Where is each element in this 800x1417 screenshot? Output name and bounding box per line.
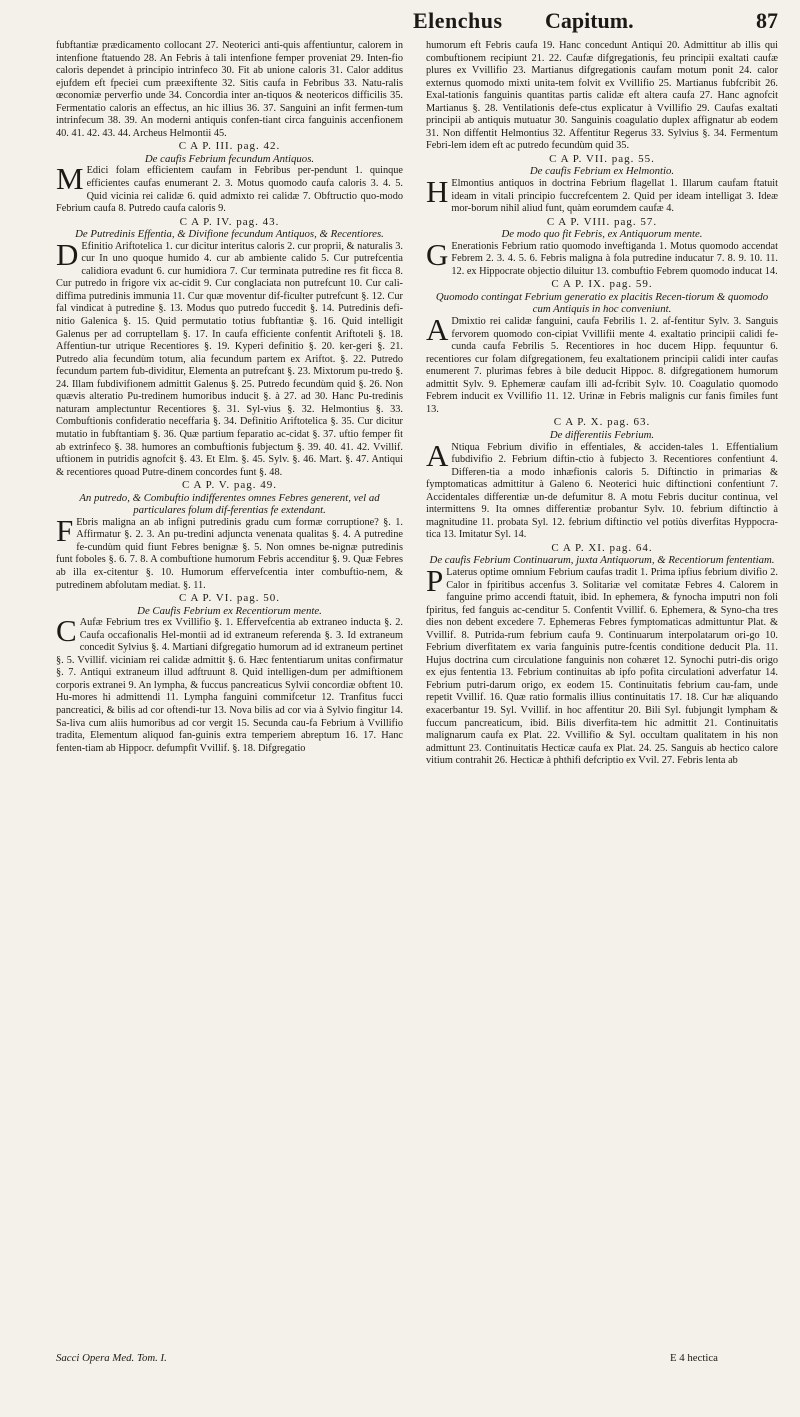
chapter-body-11 [426,562,778,768]
chapter-heading-8: C A P. VIII. pag. 57. [546,215,658,228]
chapter-text-3: Edici folam efficientem caufam in Febribus per-pendunt 1. quinque efficientes caufas enumerant 2. 3. Motus quomodo caufa caloris 3. 4. 5. Quid vicinia rei calidæ 6. quid admixto rei calidæ 7. Obftructio quo-modo Febrium caufa 8. Putredo caufa caloris 9. [56,165,403,215]
chapter-text-10: Ntiqua Febrium divifio in effentiales, & acciden-tales 1. Effentialium fubdivifio 2. Febrium diftin-ctio à fubjecto 3. Recentiores confentiunt 4. Differen-tia a modo inhæfionis caloris 5. Diftinctio in primarias & fymptomaticas admittitur à Galeno 6. Neoterici huic diftinctioni confentiunt 7. Accidentales differentiæ un-de defumitur 8. A motu Febris ducitur continua, vel intermittens 9. Ita omnes differentiæ probantur Sylv. 10. febrium diftinctio à magnitudine 11. probata Syl. 12. febrium diftinctio vel potiùs diverfitas Hyppocra-tica 13. Imitatur Syl. 14. [426,441,778,541]
chapter-text-4: Efinitio Ariftotelica 1. cur dicitur interitus caloris 2. cur proprii, & naturalis 3. cur In uno quoque humido 4. cur ab ambiente calido 5. Cur putrefcentia calidiora evadunt 6. cur humidiora 7. Cur terminata putredine res fit ficca 8. Cur putredo in frigore vix ac-cidit 9. Cur conglaciata non putrefcunt 10. Cur cali-diffima putredinis immunia 11. Cur quæ moventur dif-ficulter putrefcunt §. 12. Cur fal vindicat à putredine §. 13. Modus quo putredo fuccedit §. 14. Putredinis defi-nitio Galenica §. 15. Quid permutatio totius fubftantiæ §. 16. Quid intelligit Galenus per ad corruptellam §. 17. In caufa efficiente confentit Ariftoteli §. 18. Affentiun-tur utrique Recentiores §. 19. Kyperi definitio §. 20. ker-geri §. 21. Putredo alia fecundùm totum, alia fecundum partem ex Ariftot. §. 22. Putredo fecundum partem fub-dividitur, Elementa an putrefcant §. 23. Mixtorum pu-tredo §. 24. Illam fubdivifionem admittit Galenus §. 25. Putredo fecundùm quid §. 26. Non quævis alteratio Pu-tredinem humoribus inducit §. à 27. ad 30. Hanc Pu-tredinis naturam amplectuntur Recentiores §. 31. Syl-vius §. 32. Helmontius §. 33. Combuftionis confideratio neceffaria §. 34. Definitio Ariftotelica §. 35. Cur dicitur mutatio in fubftantiam §. 36. Quæ partium feparatio ac-cidat §. 37. uftio femper fit ab extrinfeco §. 38. humores an combuftionis fubjectum §. 39. 40. 41. 42. Vvillif. uftionem in putridis agnofcit §. 43. Et Elm. §. 45. Sylv. §. 46. Mart. §. 47. Antiqui & recentiores quoad Putre-dinem concordes funt §. 48. [56,240,403,478]
drop-cap: H [426,174,449,210]
page-number: 87 [756,8,778,33]
right-intro-paragraph: humorum eft Febris caufa 19. Hanc concedunt Antiqui 20. Admittitur ab illis qui combuftionem recipiunt 21. 22. Caufæ difgregationis, feu principii exaltati caufæ plures ex Vvillifio 23. Martianus difgregationis caufam motum ponit 24. calor externus quomodo mixti unita-tem folvit ex Vvillifio 25. Martianus fubfcribit 26. Exal-tationis fanguinis quantitas partis calidæ eft altera caufa 27. Hanc agnofcit Martianus §. 28. Ventilationis defe-ctus explicatur à Vvillifio 29. Caufas exaltati principii ab antiquis mutuatur 30. Sanguinis coagulatio duplex affignatur ab eodem 31. Non diffentit Helmontius 32. Affentitur Regerus 33. Sylvius §. 34. Fermentum Febri-lem idem eft ac putredo fecundùm quid 35. [426,40,778,152]
chapter-body-6 [56,613,403,755]
signature-mark: E 4 hectica [670,1352,718,1364]
chapter-body-4 [56,236,403,479]
drop-cap: F [56,512,74,548]
chapter-text-8: Enerationis Febrium ratio quomodo inveftiganda 1. Motus quomodo accendat Febrem 2. 3. 4. 5. 6. Febris maligna à fola putredine inducatur 7. 8. 9. 10. 11. 12. ex Hippocrate objectio diluitur 13. combuftio Febrem quomodo inducat 14. [451,240,778,277]
chapter-heading-10: C A P. X. pag. 63. [553,416,651,429]
chapter-text-7: Elmontius antiquos in doctrina Febrium flagellat 1. Illarum caufam ftatuit ideam in vitali principio fuccrefcentem 2. Quid per ideam intelligat 3. Ideæ mor-borum nihil aliud funt, quàm eorumdem caufæ 4. [451,178,778,215]
header-right-title: Capitum. [545,8,634,33]
chapter-heading-9: C A P. IX. pag. 59. [551,278,653,291]
chapter-body-7 [426,174,778,216]
chapter-title-9: Quomodo contingat Febrium generatio ex placitis Recen-tiorum & quomodo cum Antiquis in hoc conveniunt. [435,290,769,316]
chapter-body-9 [426,312,778,416]
chapter-body-3 [56,161,403,215]
chapter-heading-11: C A P. XI. pag. 64. [551,541,653,554]
chapter-heading-6: C A P. VI. pag. 50. [178,592,280,605]
drop-cap: M [56,161,84,197]
footer-title: Sacci Opera Med. Tom. I. [56,1352,167,1364]
left-column [56,40,403,1385]
drop-cap: P [426,562,444,598]
chapter-title-7: De caufis Febrium ex Helmontio. [529,165,675,178]
chapter-body-10 [426,437,778,542]
drop-cap: D [56,236,79,272]
chapter-title-5: An putredo, & Combuftio indifferentes omnes Febres generent, vel ad particulares folum dif-ferentias fe extendant. [79,491,380,517]
drop-cap: C [56,613,77,649]
chapter-body-5 [56,512,403,592]
chapter-title-11: De caufis Febrium Continuarum, juxta Antiquorum, & Recentiorum fententiam. [429,554,775,567]
header-left-title: Elenchus [413,8,503,33]
right-column [426,40,778,1385]
chapter-heading-3: C A P. III. pag. 42. [178,140,281,153]
chapter-title-3: De caufis Febrium fecundum Antiquos. [144,152,315,165]
chapter-text-5: Ebris maligna an ab infigni putredinis gradu cum formæ corruptione? §. 1. Affirmatur §. 2. 3. An pu-tredini adjuncta venenata qualitas §. 4. A putredine fe-cundùm quid fiunt Febres benignæ §. 5. Non omnes be-nignæ putredinis funt foboles §. 6. 7. 8. A combuftione humorum Febris accenditur §. 9. Quæ Febres ab illa ex-citentur §. 10. Humorum effervefcentia inter combuftio-nem, & putredinem abfolutam mediat. §. 11. [56,516,403,591]
drop-cap: G [426,236,449,272]
chapter-title-4: De Putredinis Effentia, & Divifione fecundum Antiquos, & Recentiores. [75,228,384,241]
running-header [55,8,778,38]
chapter-title-10: De differentiis Febrium. [549,428,655,441]
chapter-heading-4: C A P. IV. pag. 43. [179,215,280,228]
drop-cap: A [426,312,449,348]
chapter-title-8: De modo quo fit Febris, ex Antiquorum mente. [501,228,703,241]
chapter-heading-5: C A P. V. pag. 49. [182,479,277,492]
chapter-text-11: Laterus optime omnium Febrium caufas tradit 1. Prima ipfius febrium divifio 2. Calor in fpiritibus accenfus 3. Solitariæ vel comitatæ Febres 4. Calorem in fanguine primo accendi ftatuit, ibid. In ephemera, & fynocha imputri non foli fpiritus, fed fanguis ac-cenditur 5. Confentit Vvillif. 6. Ephemera, & Syno-cha tres dies non debent excedere 7. Ephemeras Febres fymptomaticas admittuntur Plat. & Vvillif. 8. Putrida-rum febrium caufa 9. Continuarum interpolatarum ori-go 10. Febrium diverfitatem ex varia fanguinis putre-fcentis conditione deducit Pla. 11. Hujus doctrina cum circulatione fanguinis non cohæret 12. Synochi putri-dis origo ex ejus fententia 13. Febrium continuitas ab ipfo pofita circulationi adverfatur 14. Febrium putri-darum origo, ex eodem 15. Continuitatis febrium cau-fam, unde repetit Vvillif. 16. Quæ ratio formalis illius continuitatis 17. 18. Cur hæ aliquando exacerbantur 19. Syl. Vvillif. in hoc affentitur 20. Bili Syl. fubjungit lympham & fuccum pancreaticum, ibid. Bilis diverfita-tem hic admittit 21. Continuitatis malignarum caufa ex Plat. 22. Vvillifio & Syl. occultam qualitatem in his non admittunt 23. Continuitatis Hecticæ caufa ex Plat. 24. 25. Sanguis ab hectico calore vitium contrahit 26. Hecticæ à phthifi defcriptio ex Vvil. 27. Febris lenta ab [426,566,778,767]
chapter-text-9: Dmixtio rei calidæ fanguini, caufa Febrilis 1. 2. af-fentitur Sylv. 3. Sanguis fervorem quomodo con-cipiat Vvillifii mente 4. exaltatio principii calidi fe-cunda caufa Febrilis 5. Recentiores in hoc ducem Hipp. fequuntur 6. recentiores cur folam difgregationem, feu exaltationem principii calidi inter caufas enumerent 7. plurimas febres à bile deducit Hippoc. 8. difgregationem humorum admittit Sylv. 9. Ephemeræ caufam illi ad-fcribit Sylv. 10. Coagulatio quomodo Febrem inducit ex Vvillifio 11. 12. Urinæ in Febris malignis cur fanis fimiles funt 13. [426,316,778,415]
left-intro-paragraph: fubftantiæ prædicamento collocant 27. Neoterici anti-quis affentiuntur, calorem in intenfione ftatuendo 28. An Febris à tali intenfione femper proveniat 29. Inten-fio caloris dependet à principio intrinfeco 30. Fit ab unione caloris 31. Calor additus ejufdem eft fpeciei cum præexiftente 32. Sitis caufa in Febribus 33. Natu-ralis œconomiæ perverfio unde 34. Concordia inter an-tiquos & neotericos difficilis 35. Fermentatio caloris an effectus, an hic illius 36. 37. Sanguini an infit fermen-tum intrinfecum 38. 39. An moderni antiquis confen-tiant circa fanguinis accenfionem 40. 41. 42. 43. 44. Archeus Helmontii 45. [56,40,403,139]
chapter-body-8 [426,236,778,279]
chapter-heading-7: C A P. VII. pag. 55. [549,152,655,165]
chapter-title-6: De Caufis Febrium ex Recentiorum mente. [137,604,322,617]
drop-cap: A [426,437,449,473]
chapter-text-6: Aufæ Febrium tres ex Vvillifio §. 1. Effervefcentia ab extraneo inducta §. 2. Caufa occafionalis Hel-montii ad id extraneum referenda §. 3. Id extraneum concedit Sylvius §. 4. Martiani difgregatio humorum ad id extraneum pertinet §. 5. Vvillif. viciniam rei calidæ admittit §. 6. Hæc fententiarum unitas confirmatur §. 7. Antiqui extraneum illud adftruunt 8. Quid intelligen-dum per admiftionem corporis extranei 9. An lympha, & fuccus pancreaticus Sylvii concordiæ obftent 10. Hu-mores hi admittendi 11. Lympha fanguini commifcetur 12. Tranfitus fucci pancreatici, & bilis ad cor oftendi-tur 13. Nova bilis ad cor via à Sylvio fingitur 14. Sa-liva cum aliis humoribus ad cor vergit 15. Secunda cau-fa Febrium à Vvillifio tradita, Elementum aliquod fan-guinis extra temperiem abreptum 16. 17. Hanc fenten-tiam ab Hippocr. defumpfit Vvillif. §. 18. Difgregatio [56,617,403,754]
